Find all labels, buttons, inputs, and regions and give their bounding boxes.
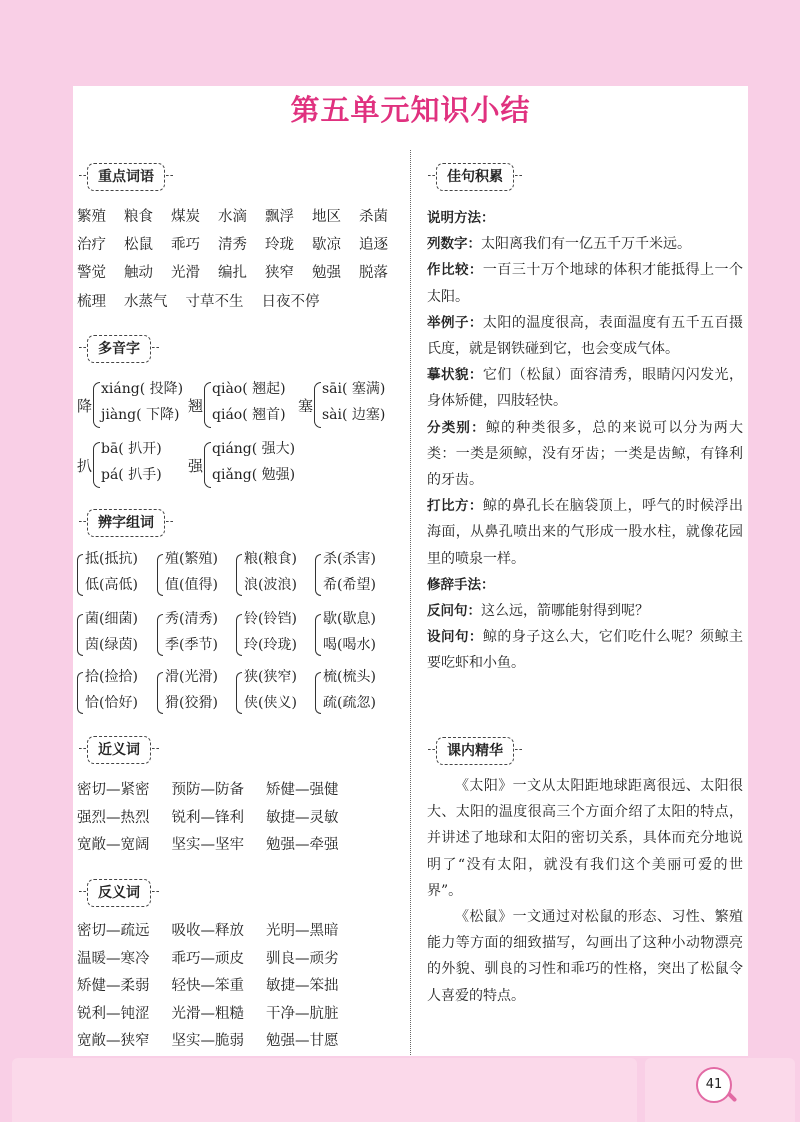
antonyms-row <box>77 949 361 969</box>
antonyms-row <box>77 921 361 941</box>
antonyms-pair: 勉强—甘愿 <box>266 1033 339 1049</box>
method-label: 作比较： <box>427 262 483 279</box>
synonyms-pair: 强烈—热烈 <box>77 809 150 826</box>
pair-word: 粮(粮食) <box>244 551 297 567</box>
key-word: 编扎 <box>218 265 247 281</box>
rhetoric-label: 设问句： <box>427 629 483 646</box>
synonyms-pair: 密切—紧密 <box>77 782 150 798</box>
method-text: 鲸的种类很多，总的来说可以分为两大类：一类是须鲸，没有牙齿；一类是齿鲸，有锋利的牙齿。 <box>427 419 744 489</box>
polyphone-reading: qiǎng( 勉强) <box>212 467 296 483</box>
rhetoric-label: 反问句： <box>427 603 481 620</box>
section-key-words: 重点词语 <box>87 163 165 191</box>
key-word: 粮食 <box>124 209 153 225</box>
antonyms-pair: 坚实—脆弱 <box>171 1033 244 1049</box>
antonyms-row <box>77 1004 361 1024</box>
footer-band <box>12 1058 637 1122</box>
pair-word: 梳(梳头) <box>323 669 376 685</box>
antonyms-pair: 吸收—释放 <box>171 923 244 939</box>
brace <box>315 554 321 596</box>
pair-word: 拾(捡拾) <box>85 669 138 685</box>
key-words-row <box>77 207 406 227</box>
brace <box>315 672 321 714</box>
brace <box>157 614 163 656</box>
section-synonyms: 近义词 <box>87 736 151 764</box>
method-label: 打比方： <box>427 498 483 515</box>
method-text: 太阳离我们有一亿五千万千米远。 <box>481 236 691 253</box>
synonyms-row <box>77 780 361 800</box>
method-label: 举例子： <box>427 314 483 331</box>
synonyms-pair: 预防—防备 <box>171 782 244 798</box>
method-text: 太阳的温度很高，表面温度有五千五百摄氏度，就是钢铁碰到它，也会变成气体。 <box>427 314 744 358</box>
method-text: 鲸的鼻孔长在脑袋顶上，呼气的时候浮出海面，从鼻孔喷出来的气形成一股水柱，就像花园里的喷泉一样。 <box>427 498 744 567</box>
pair-word: 希(希望) <box>323 577 376 593</box>
pair-word: 歇(歇息) <box>323 611 376 627</box>
highlight-paragraph: 《太阳》一文从太阳距地球距离很远、太阳很大、太阳的温度很高三个方面介绍了太阳的特点，并讲述了地球和太阳的密切关系，具体而充分地说明了“没有太阳，就没有我们这个美丽可爱的世界”。 <box>427 778 743 899</box>
key-word: 歇凉 <box>312 237 341 253</box>
antonyms-pair: 驯良—顽劣 <box>266 950 339 967</box>
key-word: 触动 <box>124 265 153 281</box>
key-word: 杀菌 <box>359 209 388 225</box>
synonyms-pair: 矫健—强健 <box>266 782 339 798</box>
antonyms-pair: 乖巧—顽皮 <box>171 950 244 967</box>
pair-word: 玲(玲珑) <box>244 637 297 653</box>
polyphone-reading: jiàng( 下降) <box>101 407 180 423</box>
key-word: 光滑 <box>171 265 200 281</box>
synonyms-pair: 勉强—牵强 <box>266 837 339 853</box>
brace <box>236 614 242 656</box>
pair-word: 值(值得) <box>165 577 218 593</box>
antonyms-pair: 锐利—钝涩 <box>77 1005 150 1022</box>
pair-word: 秀(清秀) <box>165 611 218 627</box>
antonyms-pair: 光明—黑暗 <box>266 923 339 939</box>
pair-word: 殖(繁殖) <box>165 551 218 567</box>
rhetoric-text: 这么远，箭哪能射得到呢？ <box>481 603 649 620</box>
key-word: 警觉 <box>77 265 106 281</box>
synonyms-row <box>77 835 361 855</box>
antonyms-pair: 敏捷—笨拙 <box>266 978 339 994</box>
synonyms-pair: 锐利—锋利 <box>171 809 244 826</box>
key-word: 玲珑 <box>265 237 294 253</box>
pair-word: 喝(喝水) <box>323 637 376 653</box>
polyphone-char: 塞 <box>298 397 314 415</box>
antonyms-pair: 轻快—笨重 <box>171 978 244 994</box>
antonyms-pair: 密切—疏远 <box>77 923 150 939</box>
key-word: 清秀 <box>218 237 247 253</box>
key-word: 脱落 <box>359 265 388 281</box>
key-word: 狭窄 <box>265 265 294 281</box>
antonyms-row <box>77 1031 361 1051</box>
antonyms-pair: 矫健—柔弱 <box>77 978 150 994</box>
polyphone-reading: sāi( 塞满) <box>322 381 386 397</box>
method-label: 摹状貌： <box>427 367 483 384</box>
polyphone-reading: sài( 边塞) <box>322 407 386 423</box>
synonyms-pair: 坚实—坚牢 <box>171 837 244 853</box>
brace <box>315 614 321 656</box>
rhetoric-heading: 修辞手法： <box>427 576 495 593</box>
pair-word: 杀(杀害) <box>323 551 376 567</box>
polyphone-reading: xiáng( 投降) <box>101 381 184 397</box>
brace <box>93 442 100 488</box>
brace <box>204 442 211 488</box>
pair-word: 抵(抵抗) <box>85 551 138 567</box>
key-word: 日夜不停 <box>261 294 320 310</box>
brace <box>204 382 211 428</box>
brace <box>77 554 83 596</box>
pair-word: 茵(绿茵) <box>85 637 138 653</box>
pair-word: 猾(狡猾) <box>165 695 218 711</box>
sentence-block <box>427 205 743 677</box>
rhetoric-text: 鲸的身子这么大，它们吃什么呢？须鲸主要吃虾和小鱼。 <box>427 629 744 672</box>
brace <box>236 672 242 714</box>
pair-word: 铃(铃铛) <box>244 611 297 627</box>
polyphone-char: 降 <box>77 397 93 415</box>
polyphone-reading: qiáo( 翘首) <box>212 407 286 423</box>
brace <box>236 554 242 596</box>
antonyms-row <box>77 976 361 996</box>
highlights-block <box>427 773 743 1009</box>
key-word: 乖巧 <box>171 237 200 253</box>
section-sentences: 佳句积累 <box>436 163 514 191</box>
brace <box>157 554 163 596</box>
brace <box>157 672 163 714</box>
key-word: 追逐 <box>359 237 388 253</box>
polyphone-char: 强 <box>188 457 204 475</box>
brace <box>93 382 100 428</box>
page-title: 第五单元知识小结 <box>290 93 531 127</box>
key-word: 飘浮 <box>265 209 294 225</box>
key-words-row <box>77 235 406 255</box>
pair-word: 菌(细菌) <box>85 611 138 627</box>
pair-word: 侠(侠义) <box>244 695 297 711</box>
method-text: 一百三十万个地球的体积才能抵得上一个太阳。 <box>427 262 744 305</box>
brace <box>77 614 83 656</box>
synonyms-pair: 敏捷—灵敏 <box>266 809 339 826</box>
pair-word: 季(季节) <box>165 637 218 653</box>
pair-word: 恰(恰好) <box>85 695 138 711</box>
key-word: 松鼠 <box>124 237 153 253</box>
key-words-row <box>77 292 338 312</box>
synonyms-pair: 宽敞—宽阔 <box>77 837 150 853</box>
pair-word: 低(高低) <box>85 577 138 593</box>
pair-word: 疏(疏忽) <box>323 695 376 711</box>
antonyms-pair: 光滑—粗糙 <box>171 1005 244 1022</box>
brace <box>314 382 321 428</box>
pair-word: 狭(狭窄) <box>244 669 297 685</box>
polyphone-char: 翘 <box>188 397 204 415</box>
section-distinguish: 辨字组词 <box>87 509 165 537</box>
pair-word: 浪(波浪) <box>244 577 297 593</box>
polyphone-reading: qiáng( 强大) <box>212 441 296 457</box>
polyphone-reading: qiào( 翘起) <box>212 381 286 397</box>
method-text: 它们（松鼠）面容清秀，眼睛闪闪发光，身体矫健，四肢轻快。 <box>427 367 744 410</box>
key-word: 煤炭 <box>171 209 200 225</box>
antonyms-pair: 温暖—寒冷 <box>77 950 150 967</box>
polyphone-reading: pá( 扒手) <box>101 467 162 483</box>
section-highlights: 课内精华 <box>436 737 514 765</box>
key-word: 地区 <box>312 209 341 225</box>
key-word: 勉强 <box>312 265 341 281</box>
key-word: 水蒸气 <box>124 294 168 310</box>
method-heading: 说明方法： <box>427 210 495 226</box>
synonyms-row <box>77 808 361 828</box>
highlight-paragraph: 《松鼠》一文通过对松鼠的形态、习性、繁殖能力等方面的细致描写，勾画出了这种小动物漂亮的外貌、驯良的习性和乖巧的性格，突出了松鼠令人喜爱的特点。 <box>427 909 743 1004</box>
polyphone-reading: bā( 扒开) <box>101 441 162 457</box>
section-polyphone: 多音字 <box>87 335 151 363</box>
method-label: 列数字： <box>427 236 481 253</box>
key-words-row <box>77 263 406 283</box>
method-label: 分类别： <box>427 419 486 436</box>
polyphone-char: 扒 <box>77 457 93 475</box>
key-word: 梳理 <box>77 294 106 310</box>
key-word: 繁殖 <box>77 209 106 225</box>
section-antonyms: 反义词 <box>87 879 151 907</box>
key-word: 寸草不生 <box>185 294 244 310</box>
antonyms-pair: 干净—肮脏 <box>266 1005 339 1022</box>
key-word: 治疗 <box>77 237 106 253</box>
antonyms-pair: 宽敞—狭窄 <box>77 1033 150 1049</box>
key-word: 水滴 <box>218 209 247 225</box>
brace <box>77 672 83 714</box>
column-divider <box>410 150 411 1055</box>
page-number: 41 <box>696 1067 732 1103</box>
pair-word: 滑(光滑) <box>165 669 218 685</box>
